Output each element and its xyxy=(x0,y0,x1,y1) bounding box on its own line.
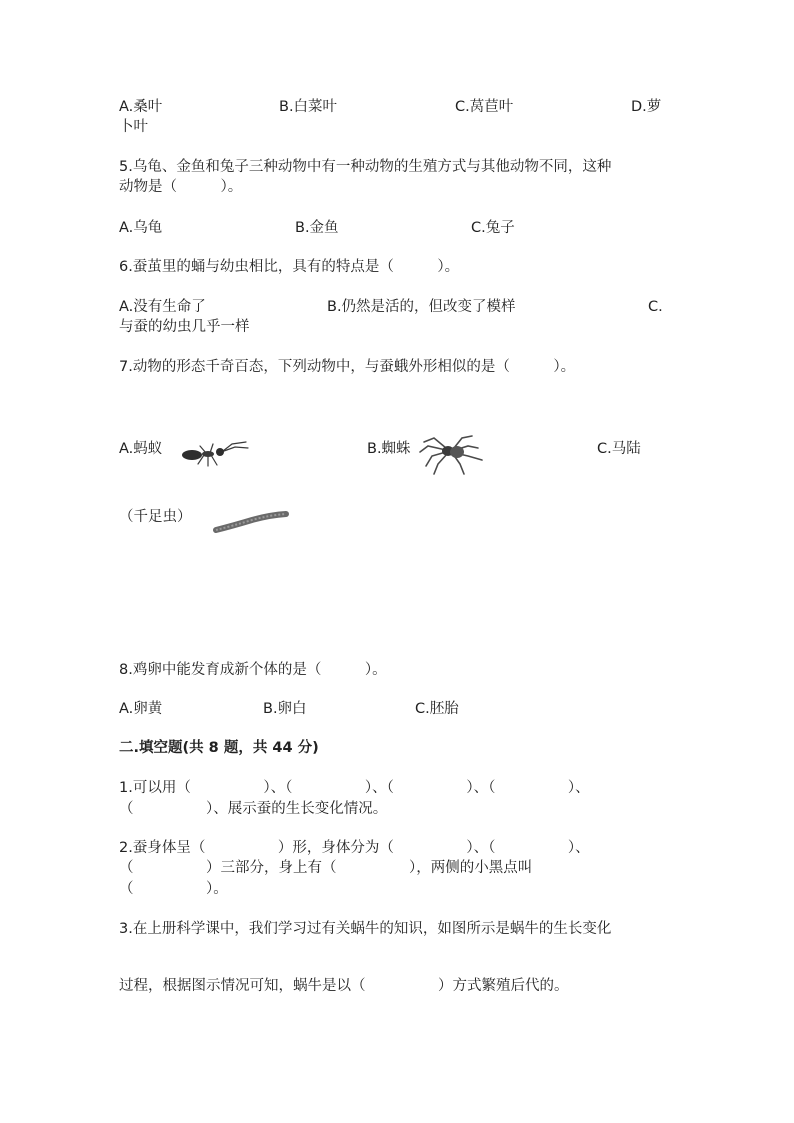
q5-option-b: B.金鱼 xyxy=(295,220,339,236)
q8-stem: 8.鸡卵中能发育成新个体的是（ ）。 xyxy=(119,662,387,678)
spider-image xyxy=(418,432,484,476)
q4-option-b: B.白菜叶 xyxy=(279,99,338,115)
q8-option-c: C.胚胎 xyxy=(415,701,459,717)
q7-option-c-cont: （千足虫） xyxy=(119,509,192,525)
fill1-line1: 1.可以用（ ）、（ ）、（ ）、（ ）、 xyxy=(119,780,590,796)
fill3-line1: 3.在上册科学课中，我们学习过有关蜗牛的知识，如图所示是蜗牛的生长变化 xyxy=(119,921,612,937)
q6-option-c-cont: 与蚕的幼虫几乎一样 xyxy=(119,319,250,335)
fill1-line2: （ ）、展示蚕的生长变化情况。 xyxy=(119,801,388,817)
q5-option-a: A.乌龟 xyxy=(119,220,163,236)
q5-stem-line2: 动物是（ ）。 xyxy=(119,179,243,195)
q7-option-b: B.蜘蛛 xyxy=(367,441,411,457)
q6-option-a: A.没有生命了 xyxy=(119,299,206,315)
fill3-line2: 过程，根据图示情况可知，蜗牛是以（ ）方式繁殖后代的。 xyxy=(119,978,569,994)
fill2-line1: 2.蚕身体呈（ ）形，身体分为（ ）、（ ）、 xyxy=(119,840,590,856)
q8-option-b: B.卵白 xyxy=(263,701,307,717)
q7-option-c: C.马陆 xyxy=(597,441,641,457)
q6-stem: 6.蚕茧里的蛹与幼虫相比，具有的特点是（ ）。 xyxy=(119,259,460,275)
q7-stem: 7.动物的形态千奇百态，下列动物中，与蚕蛾外形相似的是（ ）。 xyxy=(119,359,576,375)
q4-option-c: C.莴苣叶 xyxy=(455,99,514,115)
ant-image xyxy=(180,438,250,470)
fill2-line2: （ ）三部分，身上有（ ），两侧的小黑点叫 xyxy=(119,860,533,876)
q4-option-a: A.桑叶 xyxy=(119,99,163,115)
q6-option-b: B.仍然是活的，但改变了模样 xyxy=(327,299,516,315)
q5-option-c: C.兔子 xyxy=(471,220,515,236)
millipede-image xyxy=(212,508,292,536)
q8-option-a: A.卵黄 xyxy=(119,701,163,717)
fill2-line3: （ ）。 xyxy=(119,881,228,897)
q4-option-d-cont: 卜叶 xyxy=(119,119,148,135)
section-title-fill-in: 二.填空题(共 8 题，共 44 分) xyxy=(119,740,319,756)
q4-option-d: D.萝 xyxy=(631,99,662,115)
q5-stem-line1: 5.乌龟、金鱼和兔子三种动物中有一种动物的生殖方式与其他动物不同，这种 xyxy=(119,159,612,175)
q6-option-c: C. xyxy=(648,299,663,315)
q7-option-a: A.蚂蚁 xyxy=(119,441,163,457)
